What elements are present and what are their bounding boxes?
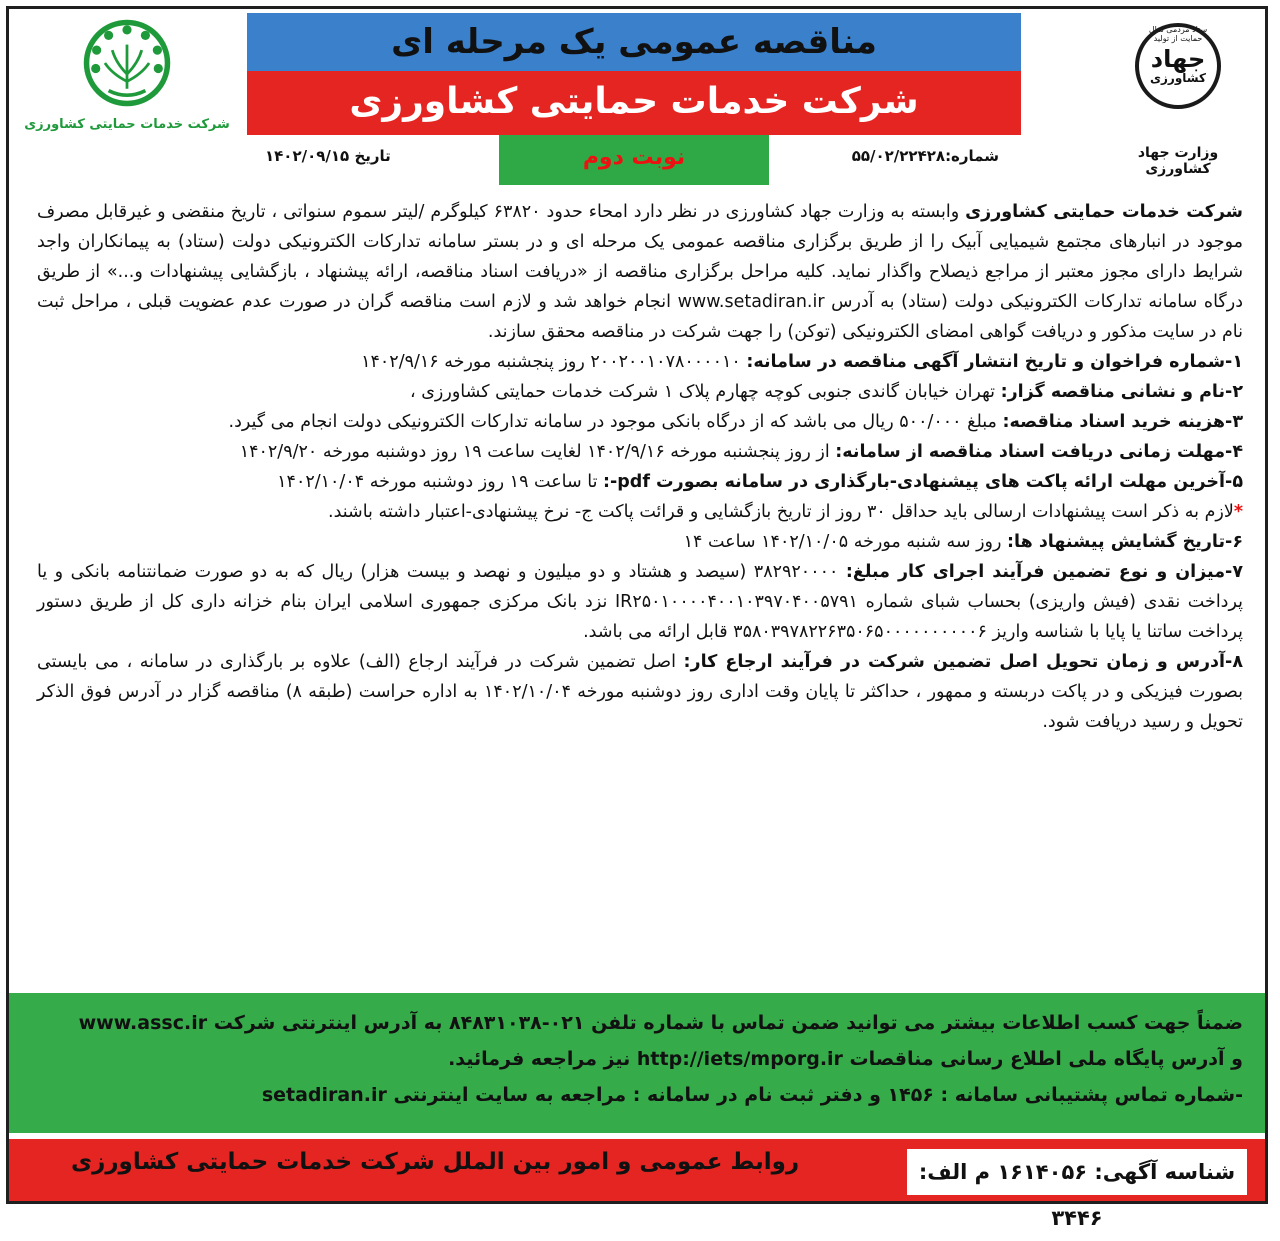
ministry-logo (1103, 17, 1253, 177)
ministry-name: وزارت جهاد کشاورزی (1137, 145, 1219, 177)
notice-date (265, 147, 391, 165)
company-logo (17, 17, 237, 147)
item-text: تا ساعت ۱۹ روز دوشنبه مورخه ۱۴۰۲/۱۰/۰۴ (277, 472, 603, 492)
item-3 (37, 407, 1243, 437)
contact-line-1: ضمناً جهت کسب اطلاعات بیشتر می توانید ضمن تماس با شماره تلفن ۰۲۱-۸۴۸۳۱۰۳۸ به آدرس اینترنتی شرکت www.assc.ir (78, 1012, 1243, 1034)
public-relations-text: روابط عمومی و امور بین الملل شرکت خدمات حمایتی کشاورزی (71, 1149, 800, 1175)
ad-id: شناسه آگهی: ۱۶۱۴۰۵۶ م الف: ۳۴۴۶ (907, 1149, 1247, 1195)
seal-sub-text: کشاورزی (1150, 71, 1206, 85)
intro-paragraph (37, 197, 1243, 347)
item-8 (37, 647, 1243, 737)
number-label: شماره: (945, 147, 999, 165)
seal-arc-text: ستاد مردمی سال حمایت از تولید (1148, 25, 1208, 43)
item-label: ۸-آدرس و زمان تحویل اصل تضمین شرکت در فرآیند ارجاع کار: (683, 652, 1243, 672)
date-label: تاریخ (354, 147, 391, 165)
item-text: از روز پنجشنبه مورخه ۱۴۰۲/۹/۱۶ لغایت ساعت ۱۹ روز دوشنبه مورخه ۱۴۰۲/۹/۲۰ (239, 442, 836, 462)
validity-note (37, 497, 1243, 527)
item-label: ۷-میزان و نوع تضمین فرآیند اجرای کار مبلغ: (845, 562, 1243, 582)
company-title: شرکت خدمات حمایتی کشاورزی (247, 71, 1021, 135)
item-7 (37, 557, 1243, 647)
item-6 (37, 527, 1243, 557)
company-caption: شرکت خدمات حمایتی کشاورزی (24, 117, 230, 132)
item-label: ۳-هزینه خرید اسناد مناقصه: (1002, 412, 1243, 432)
intro-text: وابسته به وزارت جهاد کشاورزی در نظر دارد امحاء حدود ۶۳۸۲۰ کیلوگرم /لیتر سموم سنواتی ، تاریخ منقضی و غیرقابل مصرف موجود در انبارهای مجتمع شیمیایی آبیک را از طریق برگزاری مناقصه عمومی یک مرحله ای و در بستر سامانه تدارکات الکترونیکی دولت (ستاد) به پیمانکاران واجد شرایط دارای مجوز معتبر از مراجع ذیصلاح واگذار نماید. کلیه مراحل برگزاری مناقصه از «دریافت اسناد مناقصه، ارائه پیشنهاد ، بازگشایی پیشنهادات و...» از طریق درگاه سامانه تدارکات الکترونیکی دولت (ستاد) به آدرس www.setadiran.ir انجام خواهد شد و لازم است مناقصه گران در صورت عدم عضویت قبلی ، مراحل ثبت نام در سایت مذکور و دریافت گواهی امضای الکترونیکی (توکن) را جهت شرکت در مناقصه محقق سازند. (37, 202, 1243, 342)
item-label: ۵-آخرین مهلت ارائه پاکت های پیشنهادی-بارگذاری در سامانه بصورت pdf-: (603, 472, 1243, 492)
number-value: ۵۵/۰۲/۲۲۴۲۸ (851, 147, 946, 165)
notice-body (37, 197, 1243, 737)
notice-title: مناقصه عمومی یک مرحله ای (247, 13, 1021, 71)
tender-notice (6, 6, 1268, 1230)
date-value: ۱۴۰۲/۰۹/۱۵ (265, 147, 350, 165)
intro-lead: شرکت خدمات حمایتی کشاورزی (965, 202, 1244, 222)
item-4 (37, 437, 1243, 467)
item-label: ۶-تاریخ گشایش پیشنهاد ها: (1007, 532, 1243, 552)
contact-info-box (9, 993, 1265, 1133)
contact-line-3: -شماره تماس پشتیبانی سامانه : ۱۴۵۶ و دفتر ثبت نام در سامانه : مراجعه به سایت اینترنتی setadiran.ir (261, 1084, 1243, 1106)
contact-line-2: و آدرس پایگاه ملی اطلاع رسانی مناقصات http://iets/mporg.ir نیز مراجعه فرمائید. (448, 1048, 1243, 1070)
item-label: ۴-مهلت زمانی دریافت اسناد مناقصه از سامانه: (835, 442, 1243, 462)
item-text: ۲۰۰۲۰۰۱۰۷۸۰۰۰۰۱۰ روز پنجشنبه مورخه ۱۴۰۲/۹/۱۶ (361, 352, 747, 372)
item-text: مبلغ ۵۰۰/۰۰۰ ریال می باشد که از درگاه بانکی موجود در سامانه تدارکات الکترونیکی دولت انجام می گیرد. (228, 412, 1003, 432)
item-1 (37, 347, 1243, 377)
item-2 (37, 377, 1243, 407)
item-5 (37, 467, 1243, 497)
item-label: ۲-نام و نشانی مناقصه گزار: (1000, 382, 1243, 402)
notice-number (852, 147, 999, 165)
company-emblem-icon (81, 17, 173, 109)
item-label: ۱-شماره فراخوان و تاریخ انتشار آگهی مناقصه در سامانه: (746, 352, 1243, 372)
note-text: لازم به ذکر است پیشنهادات ارسالی باید حداقل ۳۰ روز از تاریخ بازگشایی و قرائت پاکت ج- نرخ پیشنهادی-اعتبار داشته باشند. (328, 502, 1234, 522)
item-text: اصل تضمین شرکت در فرآیند ارجاع (الف) علاوه بر بارگذاری در سامانه ، می بایستی بصورت فیزیکی و در پاکت دربسته و ممهور ، حداکثر تا پایان وقت اداری روز دوشنبه مورخه ۱۴۰۲/۱۰/۰۴ به اداره حراست (طبقه ۸) مناقصه گزار در آدرس فوق الذکر تحویل و رسید دریافت شود. (37, 652, 1243, 732)
seal-main-text: جهاد (1150, 45, 1206, 73)
jihad-seal (1135, 23, 1221, 109)
notice-header (9, 9, 1265, 185)
round-badge: نوبت دوم (499, 135, 769, 185)
item-text: تهران خیابان گاندی جنوبی کوچه چهارم پلاک ۱ شرکت خدمات حمایتی کشاورزی ، (410, 382, 1001, 402)
item-text: روز سه شنبه مورخه ۱۴۰۲/۱۰/۰۵ ساعت ۱۴ (683, 532, 1008, 552)
item-text: ۳۸۲۹۲۰۰۰۰ (سیصد و هشتاد و دو میلیون و نهصد و بیست هزار) ریال که به دو صورت ضمانتنامه بانکی و یا پرداخت نقدی (فیش واریزی) بحساب شبای شماره IR۲۵۰۱۰۰۰۰۴۰۰۱۰۳۹۷۰۴۰۰۵۷۹۱ نزد بانک مرکزی جمهوری اسلامی ایران بنام خزانه داری کل از طریق دستور پرداخت ساتنا یا پایا با شناسه واریز ۳۵۸۰۳۹۷۸۲۲۶۳۵۰۶۵۰۰۰۰۰۰۰۰۰۰۶ قابل ارائه می باشد. (37, 562, 1243, 642)
note-star: * (1233, 502, 1243, 522)
